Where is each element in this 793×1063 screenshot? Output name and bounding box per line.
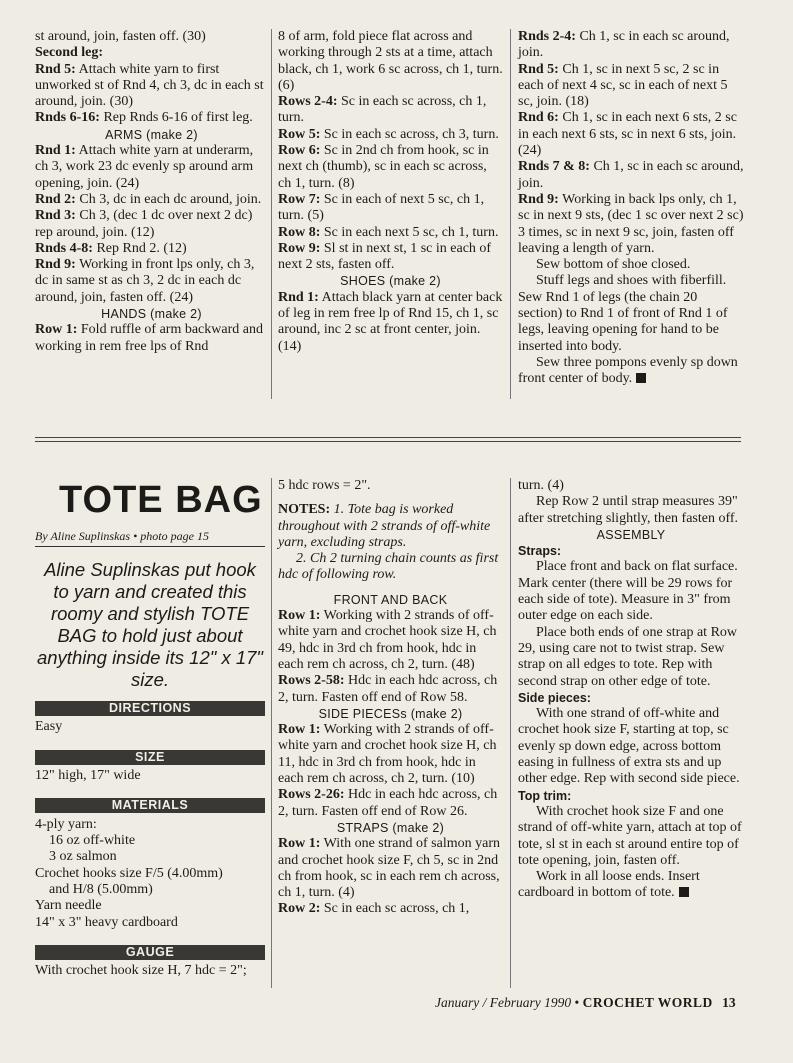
spacer [278, 584, 503, 592]
instruction-row [278, 836, 503, 901]
materials-heading: MATERIALS [35, 798, 265, 813]
instruction-row [518, 192, 744, 257]
directions-heading: DIRECTIONS [35, 701, 265, 716]
paragraph [518, 804, 744, 869]
instruction-row [278, 290, 503, 355]
row-text: Working with 2 strands of off-white yarn and crochet hook size H, ch 49, hdc in 3rd ch from hook, hdc in each rem ch across, ch 2, turn. (48) [278, 608, 497, 672]
row-label: Rows 2-26: [278, 787, 345, 803]
instruction-row [35, 192, 268, 208]
row-text: Sc in each sc across, ch 1, turn. [278, 94, 487, 126]
row-text: Attach white yarn to first unworked st of Rnd 4, ch 3, dc in each st around, join. (30) [35, 61, 264, 110]
intro-text: Aline Suplinskas put hook to yarn and created this roomy and stylish TOTE BAG to hold just about anything inside its 12" x 17" size. [36, 559, 264, 691]
material-item: Yarn needle [35, 898, 102, 914]
section-heading: ASSEMBLY [596, 527, 666, 542]
spacer [278, 494, 503, 502]
instruction-row [35, 208, 268, 241]
end-mark-icon [679, 887, 689, 897]
material-item: 14" x 3" heavy cardboard [35, 914, 178, 930]
row-text: With one strand of salmon yarn and crochet hook size F, ch 5, sc in 2nd ch from hook, sc in each rem ch across, ch 1, turn. (4) [278, 836, 500, 901]
instruction-row [278, 94, 503, 127]
section-heading: HANDS (make 2) [101, 307, 202, 322]
row-text: Attach black yarn at center back of leg in rem free lp of Rnd 15, ch 1, sc around, inc 2 sc at front center, join. (14) [278, 289, 503, 354]
paragraph [518, 257, 744, 273]
row-label: Rnd 9: [518, 191, 559, 207]
paragraph [35, 45, 268, 61]
section-heading: STRAPS (make 2) [336, 820, 445, 835]
paragraph-text: Stuff legs and shoes with fiberfill. Sew Rnd 1 of legs (the chain 20 section) to Rnd 1 of front of Rnd 1 of legs, leaving opening for hand to be inserted into body. [518, 273, 728, 354]
instruction-row [278, 192, 503, 225]
end-mark-icon [636, 373, 646, 383]
tote-intro-column [35, 478, 265, 979]
instruction-row [35, 322, 268, 355]
page-footer [435, 995, 736, 1011]
paragraph-text: Rep Row 2 until strap measures 39" after stretching slightly, then fasten off. [518, 494, 739, 526]
row-label: NOTES: [278, 502, 331, 518]
paragraph [518, 273, 744, 354]
instruction-row [518, 110, 744, 159]
article-title: TOTE BAG [59, 479, 263, 521]
instruction-row [518, 29, 744, 62]
top-column-3 [518, 29, 744, 388]
notes-paragraph [278, 502, 503, 551]
gauge-heading: GAUGE [35, 945, 265, 960]
material-item: 16 oz off-white [49, 833, 136, 849]
paragraph-text: With crochet hook size F and one strand of off-white yarn, attach at top of tote, sl st in each st around entire top of tote opening, join, fasten off. [518, 803, 742, 868]
row-text: Sc in 2nd ch from hook, sc in next ch (thumb), sc in each sc across, ch 1, turn. (8) [278, 143, 489, 191]
instruction-row [278, 722, 503, 787]
section-rule [35, 437, 741, 438]
row-text: Ch 1, sc in next 5 sc, 2 sc in each of next 4 sc, sc in each of next 5 sc, join. (18) [518, 61, 728, 110]
row-label: Row 1: [278, 722, 321, 738]
instruction-row [35, 143, 268, 192]
issue-date: January / February 1990 [435, 995, 572, 1010]
instruction-row [278, 241, 503, 274]
instruction-row [35, 241, 268, 257]
instruction-row [35, 110, 268, 126]
material-item: Crochet hooks size F/5 (4.00mm) [35, 865, 223, 881]
row-label: Row 7: [278, 191, 321, 207]
section-heading: SHOES (make 2) [340, 274, 441, 289]
row-label: Row 1: [278, 608, 321, 624]
row-text: Hdc in each hdc across, ch 2, turn. Fasten off end of Row 26. [278, 787, 498, 819]
paragraph-text: Work in all loose ends. Insert cardboard in bottom of tote. [518, 869, 700, 901]
paragraph [518, 355, 744, 388]
column-divider [510, 29, 511, 399]
row-label: Rnd 5: [518, 61, 559, 77]
subsection-heading: Top trim: [518, 788, 572, 803]
row-label: Rnds 4-8: [35, 240, 93, 256]
section-rule [35, 441, 741, 442]
paragraph [518, 869, 744, 902]
paragraph: st around, join, fasten off. (30) [35, 29, 206, 44]
instruction-row [278, 225, 503, 241]
instruction-row [278, 608, 503, 673]
subsection-heading: Side pieces: [518, 690, 591, 705]
row-label: Rnd 2: [35, 191, 76, 207]
row-label: Row 1: [278, 836, 321, 852]
section-heading: SIDE PIECESs (make 2) [318, 706, 463, 721]
size-heading: SIZE [35, 750, 265, 765]
paragraph-text: Sew three pompons evenly sp down front center of body. [518, 354, 738, 387]
row-label: Rnd 5: [35, 61, 76, 77]
row-label: Row 6: [278, 143, 321, 159]
row-text: Attach white yarn at underarm, ch 3, work 23 dc evenly sp around arm opening, join. (24) [35, 143, 254, 191]
paragraph [518, 494, 744, 527]
column-divider [271, 29, 272, 399]
instruction-row [278, 787, 503, 820]
paragraph: turn. (4) [518, 478, 564, 493]
paragraph-text: Place front and back on flat surface. Mark center (there will be 29 rows for each side of tote). Measure in 3" from outer edge on each side. [518, 559, 738, 624]
byline: By Aline Suplinskas • photo page 15 [35, 528, 265, 547]
paragraph-text: With one strand of off-white and crochet hook size F, starting at top, sc evenly sp down edge, across bottom easing in fullness of extra sts and up other edge. Rep with second side piece. [518, 706, 740, 787]
row-text: Ch 1, sc in each sc around, join. [518, 29, 730, 61]
paragraph [518, 625, 744, 690]
row-text: Sc in each of next 5 sc, ch 1, turn. (5) [278, 191, 485, 224]
row-label: Rnds 6-16: [35, 110, 100, 126]
top-column-2 [278, 29, 503, 355]
instruction-row [518, 159, 744, 192]
bottom-column-3 [518, 478, 744, 902]
row-text: Ch 1, sc in each next 6 sts, 2 sc in each next 6 sts, sc in next 6 sts, join. (24) [518, 110, 737, 159]
subsection-heading: Straps: [518, 544, 562, 559]
column-divider [510, 478, 511, 988]
paragraph [518, 706, 744, 787]
row-label: Row 9: [278, 240, 321, 256]
section-heading: FRONT AND BACK [333, 592, 448, 607]
instruction-row [518, 62, 744, 111]
row-label: Rnds 7 & 8: [518, 159, 590, 175]
row-text: Working in back lps only, ch 1, sc in next 9 sts, (dec 1 sc over next 2 sc) 3 times, sc in next 9 sc, join, fasten off leaving a length of yarn. [518, 191, 744, 256]
instruction-row [278, 127, 503, 143]
paragraph-text: Sew bottom of shoe closed. [536, 257, 691, 273]
gauge-text: With crochet hook size H, 7 hdc = 2"; [35, 962, 247, 978]
instruction-row [278, 901, 503, 917]
row-label: Rnd 9: [35, 257, 76, 273]
size-text: 12" high, 17" wide [35, 767, 141, 783]
instruction-row [278, 143, 503, 192]
section-heading: ARMS (make 2) [105, 127, 198, 142]
paragraph [278, 551, 503, 584]
row-text: Rep Rnds 6-16 of first leg. [99, 110, 253, 126]
page-number: 13 [722, 995, 736, 1010]
row-label: Rnd 1: [35, 143, 76, 159]
row-label: Row 8: [278, 224, 321, 240]
materials-list [35, 817, 265, 931]
row-label: Rnd 1: [278, 289, 319, 305]
row-label: Row 5: [278, 126, 321, 142]
subsection-heading: Second leg: [35, 45, 104, 61]
row-text: Hdc in each hdc across, ch 2, turn. Fasten off end of Row 58. [278, 673, 498, 705]
row-text: Ch 3, dc in each dc around, join. [75, 191, 262, 207]
instruction-row [278, 673, 503, 706]
row-label: Row 2: [278, 901, 321, 917]
material-item: 3 oz salmon [49, 849, 117, 865]
paragraph-text: Place both ends of one strap at Row 29, using care not to twist strap. Sew strap on all edges to tote. Rep with second strap on other edge of tote. [518, 624, 738, 689]
row-label: Rnd 6: [518, 110, 559, 126]
row-text: Working in front lps only, ch 3, dc in same st as ch 3, 2 dc in each dc around, join, fasten off. (24) [35, 257, 255, 305]
row-text: Sc in each sc across, ch 1, [320, 901, 470, 917]
directions-text: Easy [35, 719, 63, 735]
row-label: Rows 2-58: [278, 673, 345, 689]
column-divider [271, 478, 272, 988]
paragraph: 8 of arm, fold piece flat across and working through 2 sts at a time, attach black, ch 1, work 6 sc across, ch 1, turn. (6) [278, 29, 503, 93]
footer-bullet: • [574, 995, 580, 1010]
paragraph: 5 hdc rows = 2". [278, 478, 371, 493]
top-column-1 [35, 29, 268, 355]
bottom-column-2 [278, 478, 503, 918]
row-label: Rnd 3: [35, 208, 76, 224]
paragraph-text: 2. Ch 2 turning chain counts as first hdc of following row. [278, 551, 499, 583]
row-label: Rows 2-4: [278, 94, 338, 110]
row-text: Fold ruffle of arm backward and working in rem free lps of Rnd [35, 322, 263, 354]
magazine-name: CROCHET WORLD [582, 995, 713, 1010]
instruction-row [35, 62, 268, 111]
instruction-row [35, 257, 268, 306]
row-text: Working with 2 strands of off-white yarn and crochet hook size H, ch 11, hdc in 3rd ch from hook, hdc in each rem ch across, ch 2, turn. (10) [278, 722, 497, 787]
paragraph [518, 559, 744, 624]
row-text: 1. Tote bag is worked throughout with 2 strands of off-white yarn, excluding straps. [278, 502, 491, 550]
row-text: Sc in each sc across, ch 3, turn. [320, 126, 499, 142]
row-text: Ch 3, (dec 1 dc over next 2 dc) rep around, join. (12) [35, 208, 253, 240]
row-label: Row 1: [35, 322, 78, 338]
row-text: Ch 1, sc in each sc around, join. [518, 159, 744, 191]
row-text: Rep Rnd 2. (12) [92, 240, 187, 256]
row-text: Sc in each next 5 sc, ch 1, turn. [320, 224, 499, 240]
row-text: Sl st in next st, 1 sc in each of next 2 sts, fasten off. [278, 240, 492, 273]
material-item: 4-ply yarn: [35, 816, 97, 832]
row-label: Rnds 2-4: [518, 29, 576, 44]
material-item: and H/8 (5.00mm) [49, 882, 153, 898]
